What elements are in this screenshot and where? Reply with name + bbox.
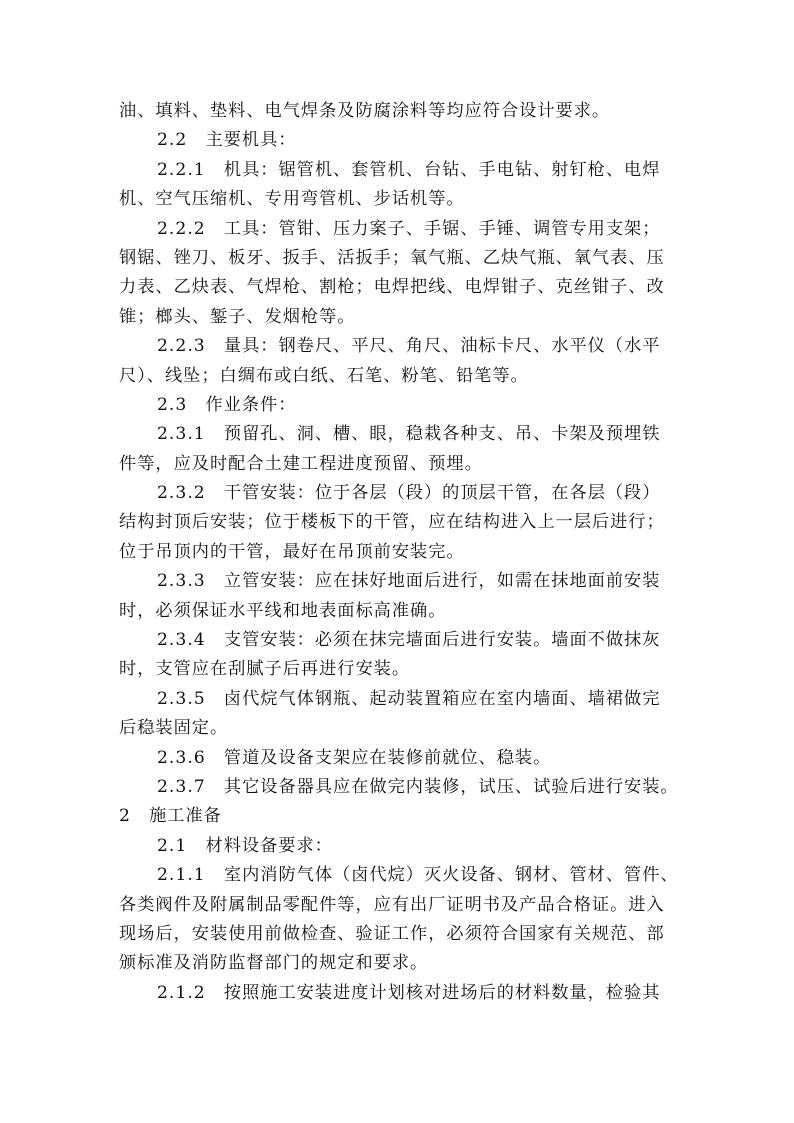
- text-line: 后稳装固定。: [119, 718, 229, 739]
- text-line: 现场后，安装使用前做检查、验证工作，必须符合国家有关规范、部: [119, 923, 665, 944]
- text-line: 2.3.7 其它设备器具应在做完内装修，试压、试验后进行安装。: [157, 776, 679, 797]
- text-line: 2.3.3 立管安装：应在抹好地面后进行，如需在抹地面前安装: [157, 571, 661, 592]
- text-line: 尺）、线坠；白绸布或白纸、石笔、粉笔、铅笔等。: [119, 365, 529, 386]
- text-line: 2.3.6 管道及设备支架应在装修前就位、稳装。: [157, 747, 552, 768]
- text-line: 力表、乙炔表、气焊枪、割枪；电焊把线、电焊钳子、克丝钳子、改: [119, 277, 665, 298]
- text-line: 2.3.2 干管安装：位于各层（段）的顶层干管，在各层（段）: [157, 483, 661, 504]
- text-line: 钢锯、锉刀、板牙、扳手、活扳手；氧气瓶、乙炔气瓶、氧气表、压: [119, 247, 665, 268]
- text-line: 2.3.4 支管安装：必须在抹完墙面后进行安装。墙面不做抹灰: [157, 630, 661, 651]
- section-heading: 2.2 主要机具：: [157, 130, 297, 151]
- text-line: 2.2.1 机具：锯管机、套管机、台钻、手电钻、射钉枪、电焊: [157, 159, 661, 180]
- section-heading: 2.1 材料设备要求：: [157, 835, 333, 856]
- text-line: 锥；榔头、錾子、发烟枪等。: [119, 306, 356, 327]
- text-line: 2.2.3 量具：钢卷尺、平尺、角尺、油标卡尺、水平仪（水平: [157, 336, 661, 357]
- text-line: 2.2.2 工具：管钳、压力案子、手锯、手锤、调管专用支架；: [157, 218, 661, 239]
- text-line: 2.1.2 按照施工安装进度计划核对进场后的材料数量，检验其: [157, 982, 661, 1003]
- text-line: 2.1.1 室内消防气体（卤代烷）灭火设备、钢材、管材、管件、: [157, 865, 679, 886]
- text-line: 位于吊顶内的干管，最好在吊顶前安装完。: [119, 541, 465, 562]
- text-line: 颁标准及消防监督部门的规定和要求。: [119, 953, 429, 974]
- text-line: 机、空气压缩机、专用弯管机、步话机等。: [119, 189, 465, 210]
- text-line: 2.3.1 预留孔、洞、槽、眼，稳栽各种支、吊、卡架及预埋铁: [157, 424, 661, 445]
- text-line: 各类阀件及附属制品零配件等，应有出厂证明书及产品合格证。进入: [119, 894, 665, 915]
- text-line: 时，必须保证水平线和地表面标高准确。: [119, 600, 447, 621]
- chapter-heading: 2 施工准备: [119, 806, 222, 827]
- text-line: 2.3.5 卤代烷气体钢瓶、起动装置箱应在室内墙面、墙裙做完: [157, 688, 661, 709]
- text-line: 结构封顶后安装；位于楼板下的干管，应在结构进入上一层后进行；: [119, 512, 665, 533]
- text-line: 油、填料、垫料、电气焊条及防腐涂料等均应符合设计要求。: [119, 101, 611, 121]
- text-line: 时，支管应在刮腻子后再进行安装。: [119, 659, 411, 680]
- text-line: 件等，应及时配合土建工程进度预留、预埋。: [119, 453, 483, 474]
- section-heading: 2.3 作业条件：: [157, 394, 297, 415]
